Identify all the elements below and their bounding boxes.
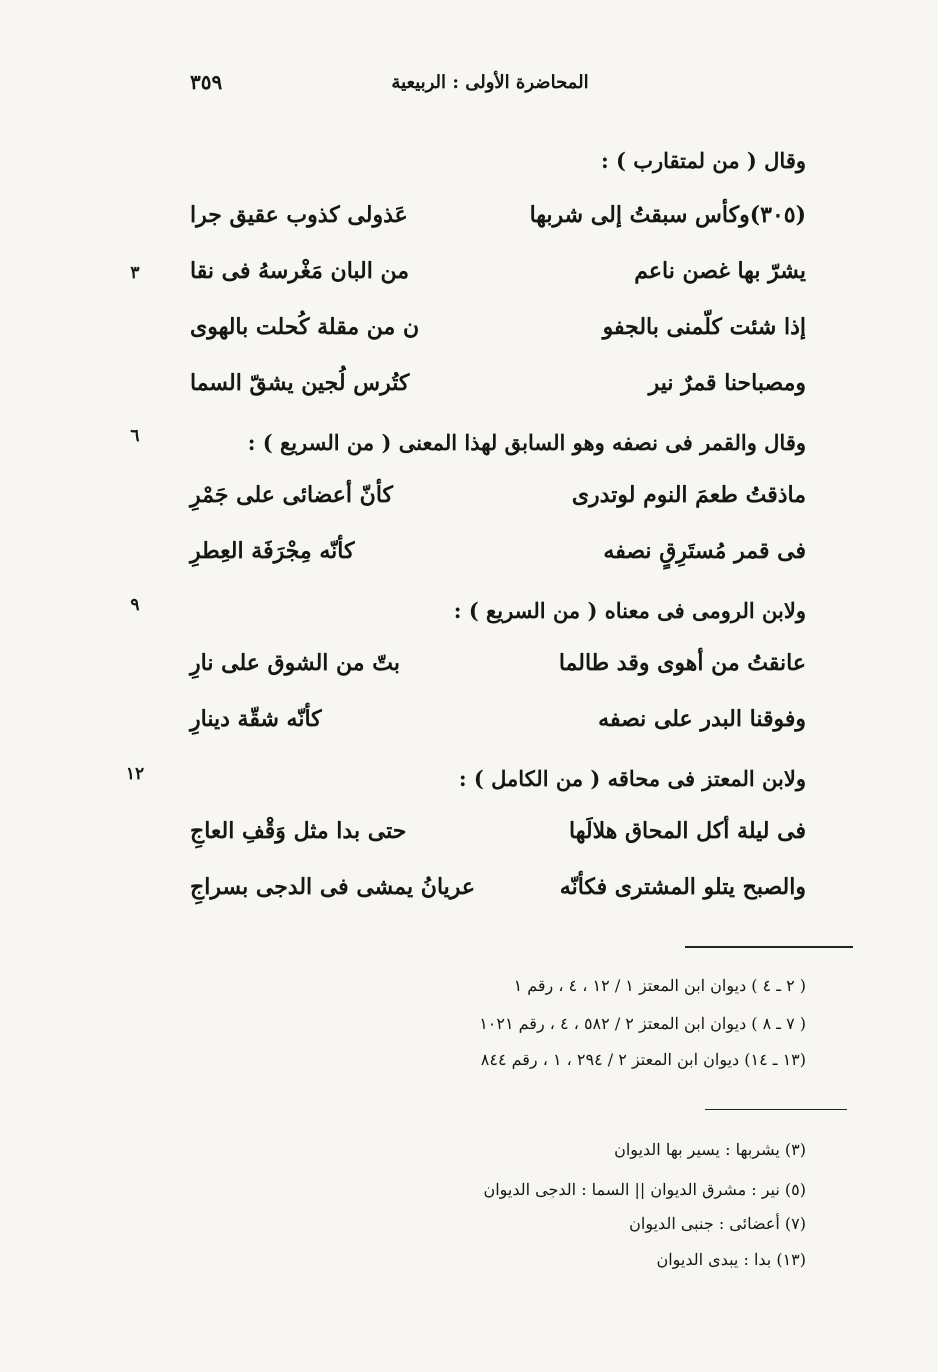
verse-first-hemistich: فى قمر مُستَرِقٍ نصفه (603, 538, 806, 564)
verse-first-hemistich: عانقتُ من أهوى وقد طالما (558, 650, 806, 676)
source-reference: ( ٢ ـ ٤ ) ديوان ابن المعتز ١ / ١٢ ، ٤ ، رقم ١ (513, 976, 806, 995)
verse-first-hemistich: (٣٠٥)وكأس سبقتُ إلى شربها (529, 202, 806, 228)
verse-line (190, 482, 806, 522)
line-number: ٩ (130, 595, 140, 615)
verse-second-hemistich: كأنّه مِجْرَفَة العِطرِ (190, 538, 355, 564)
line-number: ٣ (130, 263, 140, 283)
verse-line (190, 258, 806, 298)
poem-intro: وقال والقمر فى نصفه وهو السابق لهذا المعنى ( من السريع ) : (247, 430, 806, 455)
verse-second-hemistich: من البان مَغْرسهُ فى نقا (190, 258, 410, 284)
verse-line (190, 874, 806, 914)
verse-first-hemistich: ماذقتُ طعمَ النوم لوتدرى (571, 482, 806, 508)
source-reference: (١٣ ـ ١٤) ديوان ابن المعتز ٢ / ٢٩٤ ، ١ ، رقم ٨٤٤ (480, 1050, 806, 1069)
verse-line (190, 818, 806, 858)
verse-line (190, 202, 806, 242)
verse-second-hemistich: عريانُ يمشى فى الدجى بسراجِ (190, 874, 476, 900)
variant-note: (٣) يشربها : يسير بها الديوان (614, 1140, 806, 1159)
line-number: ١٢ (125, 764, 145, 784)
poem-intro: ولابن المعتز فى محاقه ( من الكامل ) : (458, 766, 806, 791)
verse-line (190, 314, 806, 354)
variant-note: (٧) أعضائى : جنبى الديوان (629, 1214, 806, 1233)
poem-intro: وقال ( من لمتقارب ) : (600, 148, 806, 173)
verse-second-hemistich: عَذولى كذوب عقيق جرا (190, 202, 408, 228)
variant-note: (١٣) بدا : يبدى الديوان (656, 1250, 806, 1269)
variant-note: (٥) نير : مشرق الديوان || السما : الدجى الديوان (483, 1180, 806, 1199)
verse-line (190, 538, 806, 578)
verse-first-hemistich: يشرّ بها غصن ناعم (634, 258, 806, 284)
page-number: ٣٥٩ (190, 70, 223, 94)
verse-second-hemistich: كأنّ أعضائى على جَمْرِ (190, 482, 393, 508)
footnote-divider (685, 946, 853, 948)
verse-second-hemistich: كتُرس لُجين يشقّ السما (190, 370, 410, 396)
verse-first-hemistich: والصبح يتلو المشترى فكأنّه (559, 874, 806, 900)
source-reference: ( ٧ ـ ٨ ) ديوان ابن المعتز ٢ / ٥٨٢ ، ٤ ، رقم ١٠٢١ (479, 1014, 806, 1033)
verse-first-hemistich: وفوقنا البدر على نصفه (598, 706, 806, 732)
verse-line (190, 706, 806, 746)
footnote-divider (705, 1109, 847, 1110)
verse-second-hemistich: كأنّه شقّة دينارِ (190, 706, 322, 732)
verse-first-hemistich: فى ليلة أكل المحاق هلالَها (569, 818, 806, 844)
verse-second-hemistich: بتّ من الشوق على نارِ (190, 650, 400, 676)
poem-intro: ولابن الرومى فى معناه ( من السريع ) : (453, 598, 806, 623)
verse-second-hemistich: ن من مقلة كُحلت بالهوى (190, 314, 420, 340)
verse-second-hemistich: حتى بدا مثل وَقْفِ العاجِ (190, 818, 407, 844)
verse-first-hemistich: ومصباحنا قمرٌ نير (648, 370, 806, 396)
line-number: ٦ (130, 426, 140, 446)
verse-first-hemistich: إذا شئت كلّمنى بالجفو (602, 314, 806, 340)
verse-line (190, 650, 806, 690)
verse-line (190, 370, 806, 410)
running-header-title: المحاضرة الأولى : الربيعية (391, 72, 589, 93)
